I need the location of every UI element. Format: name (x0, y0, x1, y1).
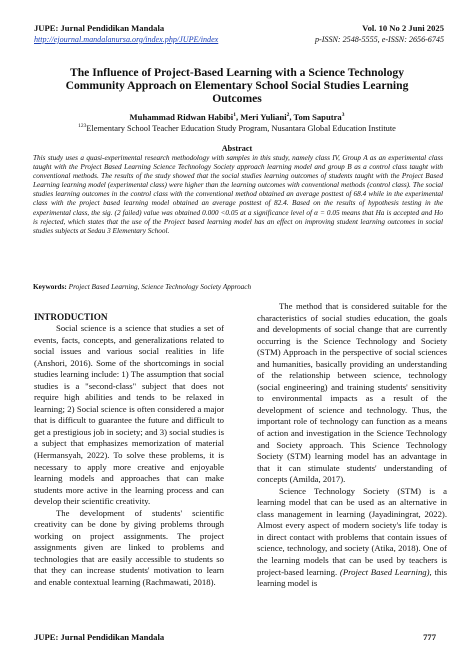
author-affil-mark: 2 (286, 112, 290, 118)
body-paragraph: The method that is considered suitable for the characteristics of social studies education, the goals and developments of social change that are currently occurring is the Science Technology and Society (STM) Approach in the perspective of social sciences and humanities, basically providing an understanding of the relationship between science, technology (social engineering) and training students' sensitivity to environmental impacts as a result of the development of science and technology. Thus, the important role of technology can function as a means of action and investigation in the Science Technology and Society approach. This Science Technology Society (STM) learning model has an advantage in that it can stimulate students' understanding of concepts (Amilda, 2017). (257, 301, 447, 485)
footer-journal: JUPE: Jurnal Pendidikan Mandala (34, 632, 165, 642)
paper-title: The Influence of Project-Based Learning with a Science Technology Community Approach on Elementary School Social Studies Learning Outcomes (65, 66, 409, 106)
issn-line: p-ISSN: 2548-5555, e-ISSN: 2656-6745 (314, 35, 444, 44)
journal-name: JUPE: Jurnal Pendidikan Mandala (34, 23, 165, 33)
running-header-right (315, 23, 444, 45)
body-paragraph: Social science is a science that studies a set of events, facts, concepts, and generalizations related to social issues and various social realities in life (Anshori, 2016). Some of the shortcomings in social studies learning include: 1) The assumption that social studies is a "second-class" subject that does not require high abilities and tends to be relaxed in learning; 2) Social science is often considered a major that is difficult to guarantee the future and difficult to get a prestigious job in society; and 3) social studies is a subject that emphasizes memorization of material (Hermansyah, 2022). To solve these problems, it is necessary to apply more creative and enjoyable learning models and approaches that can make students more active in the learning process and can develop their scientific creativity. (34, 323, 224, 507)
page-number: 777 (423, 632, 436, 642)
author-name: Meri Yuliani (240, 111, 287, 122)
right-column (257, 301, 447, 590)
keywords-line (33, 283, 443, 292)
affiliation-text: Elementary School Teacher Education Study Program, Nusantara Global Education Institute (86, 123, 396, 133)
author-affil-mark: 3 (341, 112, 345, 118)
keywords-text: Project Based Learning, Science Technology Society Approach (68, 283, 252, 291)
volume-issue: Vol. 10 No 2 Juni 2025 (362, 23, 444, 33)
affiliation (20, 121, 454, 134)
section-heading-introduction: INTRODUCTION (34, 312, 108, 322)
keywords-label: Keywords: (33, 283, 67, 291)
paragraph-text: , this learning model is (257, 566, 447, 589)
left-column (34, 301, 224, 589)
emphasis-text: (Project Based Learning) (339, 566, 430, 577)
journal-url-link[interactable]: http://ejournal.mandalanursa.org/index.php/JUPE/index (34, 35, 219, 44)
author-list: Muhammad Ridwan Habibi$^1$, Meri Yuliani$^2$, Tom Saputra$^3$ (129, 111, 345, 122)
body-paragraph (257, 486, 447, 590)
affiliation-mark: 123 (78, 123, 87, 129)
body-paragraph: The development of students' scientific creativity can be done by giving problems through working on project assignments. The project assignments given are linked to problems and technologies that are easily accessible to students so that they can increase students' motivation to learn and enable contextual learning (Rachmawati, 2018). (34, 507, 224, 588)
author-name: Muhammad Ridwan Habibi (129, 111, 234, 122)
abstract-text: This study uses a quasi-experimental research methodology with samples in this study, namely class IV, Group A as an experimental class taught with the Project Based Learning Science Technology Society approach learning model and group B as a control class taught with conventional methods. The results of the study showed that the social studies learning outcomes of students taught with the Project Based Learning learning model (experimental class) were higher than the learning outcomes with conventional methods (control class). The social studies learning outcomes in the control class with the conventional method obtained an average posttest of 68.4 while in the experimental class with the project based learning model obtained an average posttest of 82.4. Based on the results of hypothesis testing in the experimental class, the sig. (2 failed) value was obtained 0.000 <0.05 at a significance level of α = 0.05 means that Ha is accepted and Ho is rejected, which states that the use of the Project based learning model has an effect on improving student learning outcomes in social studies subjects at Sedau 3 Elementary School. (33, 154, 443, 235)
paragraph-text: Science Technology Society (STM) is a learning model that can be used as an alternative in class management in learning (Jayadiningrat, 2022). Almost every aspect of modern society's life today is in direct contact with problems that contain issues of science, technology, and society (Atika, 2018). One of the learning models that can be used by teachers is project-based learning. (257, 485, 447, 577)
running-header-left (34, 23, 218, 45)
abstract-heading: Abstract (221, 144, 253, 153)
author-affil-mark: 1 (233, 112, 236, 118)
author-name: Tom Saputra (293, 111, 342, 122)
